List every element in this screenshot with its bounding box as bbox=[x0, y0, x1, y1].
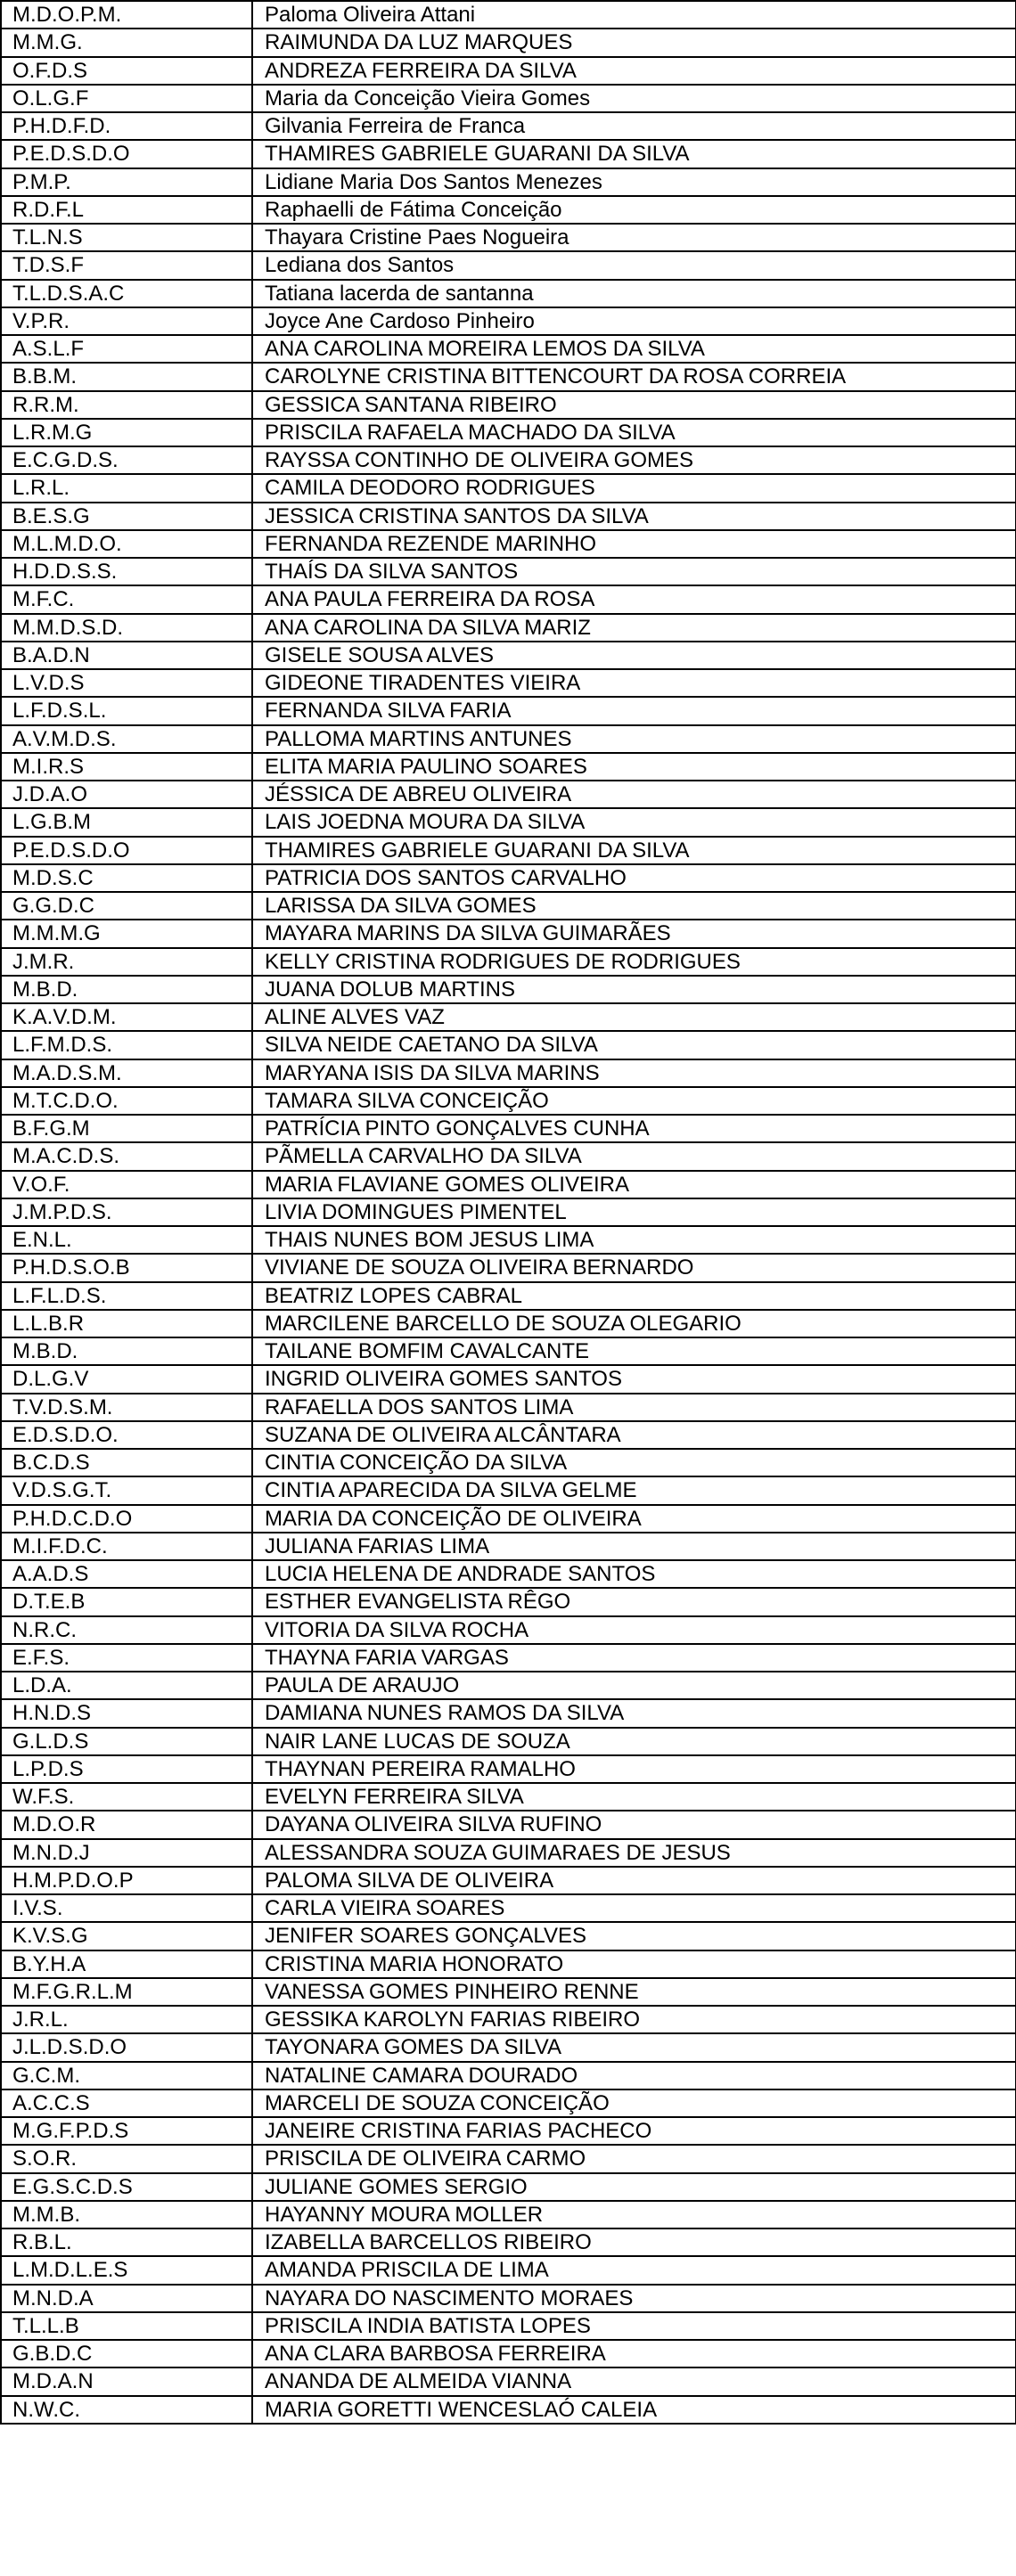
table-row bbox=[1, 1560, 1016, 1588]
initials-cell: M.D.O.P.M. bbox=[1, 1, 252, 29]
name-cell: FERNANDA SILVA FARIA bbox=[252, 697, 1016, 724]
initials-cell: A.C.C.S bbox=[1, 2089, 252, 2117]
name-cell: PRISCILA INDIA BATISTA LOPES bbox=[252, 2312, 1016, 2340]
table-row bbox=[1, 1699, 1016, 1727]
name-cell: MARIA FLAVIANE GOMES OLIVEIRA bbox=[252, 1171, 1016, 1198]
table-row bbox=[1, 920, 1016, 947]
name-cell: Joyce Ane Cardoso Pinheiro bbox=[252, 307, 1016, 335]
initials-cell: B.F.G.M bbox=[1, 1115, 252, 1142]
name-cell: DAMIANA NUNES RAMOS DA SILVA bbox=[252, 1699, 1016, 1727]
initials-cell: L.R.L. bbox=[1, 474, 252, 502]
table-row bbox=[1, 1142, 1016, 1170]
initials-cell: M.I.F.D.C. bbox=[1, 1533, 252, 1560]
table-row bbox=[1, 168, 1016, 196]
name-cell: PALLOMA MARTINS ANTUNES bbox=[252, 725, 1016, 753]
name-cell: THAMIRES GABRIELE GUARANI DA SILVA bbox=[252, 837, 1016, 864]
initials-cell: O.F.D.S bbox=[1, 57, 252, 85]
name-cell: JANEIRE CRISTINA FARIAS PACHECO bbox=[252, 2117, 1016, 2145]
initials-cell: M.M.D.S.D. bbox=[1, 614, 252, 642]
initials-cell: M.F.G.R.L.M bbox=[1, 1978, 252, 2006]
initials-cell: G.C.M. bbox=[1, 2062, 252, 2089]
initials-cell: R.R.M. bbox=[1, 391, 252, 419]
name-cell: PÃMELLA CARVALHO DA SILVA bbox=[252, 1142, 1016, 1170]
table-row bbox=[1, 196, 1016, 224]
table-row bbox=[1, 2145, 1016, 2172]
table-row bbox=[1, 1894, 1016, 1922]
initials-cell: M.I.R.S bbox=[1, 753, 252, 781]
initials-cell: L.M.D.L.E.S bbox=[1, 2256, 252, 2284]
table-row bbox=[1, 419, 1016, 446]
table-row bbox=[1, 112, 1016, 140]
table-row bbox=[1, 1282, 1016, 1310]
table-row bbox=[1, 837, 1016, 864]
name-cell: VANESSA GOMES PINHEIRO RENNE bbox=[252, 1978, 1016, 2006]
table-row bbox=[1, 1922, 1016, 1950]
initials-cell: H.M.P.D.O.P bbox=[1, 1867, 252, 1894]
table-row bbox=[1, 669, 1016, 697]
initials-cell: G.L.D.S bbox=[1, 1728, 252, 1755]
name-cell: PAULA DE ARAUJO bbox=[252, 1672, 1016, 1699]
initials-cell: K.V.S.G bbox=[1, 1922, 252, 1950]
name-cell: IZABELLA BARCELLOS RIBEIRO bbox=[252, 2228, 1016, 2256]
table-row bbox=[1, 1978, 1016, 2006]
initials-cell: B.B.M. bbox=[1, 363, 252, 390]
table-row bbox=[1, 1588, 1016, 1615]
name-cell: TAILANE BOMFIM CAVALCANTE bbox=[252, 1337, 1016, 1365]
initials-cell: T.L.N.S bbox=[1, 224, 252, 251]
name-cell: TAYONARA GOMES DA SILVA bbox=[252, 2033, 1016, 2061]
name-cell: DAYANA OLIVEIRA SILVA RUFINO bbox=[252, 1811, 1016, 1838]
initials-cell: L.V.D.S bbox=[1, 669, 252, 697]
table-row bbox=[1, 2006, 1016, 2033]
initials-cell: V.D.S.G.T. bbox=[1, 1476, 252, 1504]
name-cell: THAIS NUNES BOM JESUS LIMA bbox=[252, 1226, 1016, 1254]
table-row bbox=[1, 1394, 1016, 1421]
name-cell: ANA PAULA FERREIRA DA ROSA bbox=[252, 585, 1016, 613]
table-row bbox=[1, 614, 1016, 642]
initials-cell: M.M.M.G bbox=[1, 920, 252, 947]
initials-cell: I.V.S. bbox=[1, 1894, 252, 1922]
table-row bbox=[1, 1755, 1016, 1783]
name-cell: NAYARA DO NASCIMENTO MORAES bbox=[252, 2285, 1016, 2312]
table-row bbox=[1, 725, 1016, 753]
name-cell: ALINE ALVES VAZ bbox=[252, 1003, 1016, 1031]
table-row bbox=[1, 1, 1016, 29]
initials-cell: M.G.F.P.D.S bbox=[1, 2117, 252, 2145]
initials-cell: N.R.C. bbox=[1, 1616, 252, 1644]
name-cell: CINTIA CONCEIÇÃO DA SILVA bbox=[252, 1449, 1016, 1476]
initials-cell: N.W.C. bbox=[1, 2396, 252, 2424]
name-cell: ESTHER EVANGELISTA RÊGO bbox=[252, 1588, 1016, 1615]
table-row bbox=[1, 1031, 1016, 1059]
name-cell: GIDEONE TIRADENTES VIEIRA bbox=[252, 669, 1016, 697]
table-row bbox=[1, 2033, 1016, 2061]
name-cell: Tatiana lacerda de santanna bbox=[252, 280, 1016, 307]
initials-cell: T.D.S.F bbox=[1, 251, 252, 279]
initials-cell: L.P.D.S bbox=[1, 1755, 252, 1783]
table-row bbox=[1, 1533, 1016, 1560]
name-cell: Gilvania Ferreira de Franca bbox=[252, 112, 1016, 140]
initials-cell: M.D.S.C bbox=[1, 864, 252, 892]
name-cell: MAYARA MARINS DA SILVA GUIMARÃES bbox=[252, 920, 1016, 947]
initials-cell: M.F.C. bbox=[1, 585, 252, 613]
initials-cell: B.E.S.G bbox=[1, 503, 252, 530]
name-cell: Maria da Conceição Vieira Gomes bbox=[252, 85, 1016, 112]
name-cell: MARCILENE BARCELLO DE SOUZA OLEGARIO bbox=[252, 1310, 1016, 1337]
name-cell: ANDREZA FERREIRA DA SILVA bbox=[252, 57, 1016, 85]
initials-cell: A.V.M.D.S. bbox=[1, 725, 252, 753]
name-cell: JÉSSICA DE ABREU OLIVEIRA bbox=[252, 781, 1016, 808]
name-cell: EVELYN FERREIRA SILVA bbox=[252, 1783, 1016, 1811]
name-cell: LUCIA HELENA DE ANDRADE SANTOS bbox=[252, 1560, 1016, 1588]
name-cell: JULIANE GOMES SERGIO bbox=[252, 2173, 1016, 2201]
table-row bbox=[1, 1476, 1016, 1504]
initials-cell: M.D.A.N bbox=[1, 2367, 252, 2395]
initials-cell: O.L.G.F bbox=[1, 85, 252, 112]
initials-cell: G.G.D.C bbox=[1, 892, 252, 920]
table-row bbox=[1, 335, 1016, 363]
table-row bbox=[1, 307, 1016, 335]
initials-cell: E.N.L. bbox=[1, 1226, 252, 1254]
initials-cell: B.Y.H.A bbox=[1, 1950, 252, 1978]
name-cell: PALOMA SILVA DE OLIVEIRA bbox=[252, 1867, 1016, 1894]
table-row bbox=[1, 1087, 1016, 1115]
initials-cell: L.R.M.G bbox=[1, 419, 252, 446]
initials-cell: T.L.L.B bbox=[1, 2312, 252, 2340]
table-row bbox=[1, 1198, 1016, 1226]
table-row bbox=[1, 224, 1016, 251]
name-cell: Paloma Oliveira Attani bbox=[252, 1, 1016, 29]
name-cell: Thayara Cristine Paes Nogueira bbox=[252, 224, 1016, 251]
table-row bbox=[1, 1616, 1016, 1644]
table-row bbox=[1, 1505, 1016, 1533]
name-cell: CARLA VIEIRA SOARES bbox=[252, 1894, 1016, 1922]
name-cell: NAIR LANE LUCAS DE SOUZA bbox=[252, 1728, 1016, 1755]
names-table-body bbox=[1, 1, 1016, 2424]
name-cell: RAIMUNDA DA LUZ MARQUES bbox=[252, 29, 1016, 56]
name-cell: JESSICA CRISTINA SANTOS DA SILVA bbox=[252, 503, 1016, 530]
initials-cell: T.V.D.S.M. bbox=[1, 1394, 252, 1421]
initials-cell: L.L.B.R bbox=[1, 1310, 252, 1337]
table-row bbox=[1, 2173, 1016, 2201]
initials-cell: P.E.D.S.D.O bbox=[1, 140, 252, 168]
initials-cell: R.D.F.L bbox=[1, 196, 252, 224]
name-cell: THAMIRES GABRIELE GUARANI DA SILVA bbox=[252, 140, 1016, 168]
name-cell: THAYNA FARIA VARGAS bbox=[252, 1644, 1016, 1672]
table-row bbox=[1, 85, 1016, 112]
table-row bbox=[1, 57, 1016, 85]
initials-cell: L.F.L.D.S. bbox=[1, 1282, 252, 1310]
name-cell: HAYANNY MOURA MOLLER bbox=[252, 2201, 1016, 2228]
table-row bbox=[1, 1950, 1016, 1978]
table-row bbox=[1, 781, 1016, 808]
name-cell: ANANDA DE ALMEIDA VIANNA bbox=[252, 2367, 1016, 2395]
initials-cell: T.L.D.S.A.C bbox=[1, 280, 252, 307]
initials-cell: M.M.G. bbox=[1, 29, 252, 56]
name-cell: GESSIKA KAROLYN FARIAS RIBEIRO bbox=[252, 2006, 1016, 2033]
initials-cell: E.D.S.D.O. bbox=[1, 1421, 252, 1449]
initials-cell: M.B.D. bbox=[1, 976, 252, 1003]
initials-cell: L.F.D.S.L. bbox=[1, 697, 252, 724]
table-row bbox=[1, 697, 1016, 724]
name-cell: Lidiane Maria Dos Santos Menezes bbox=[252, 168, 1016, 196]
table-row bbox=[1, 585, 1016, 613]
initials-cell: H.D.D.S.S. bbox=[1, 558, 252, 585]
name-cell: ALESSANDRA SOUZA GUIMARAES DE JESUS bbox=[252, 1839, 1016, 1867]
table-row bbox=[1, 976, 1016, 1003]
table-row bbox=[1, 474, 1016, 502]
table-row bbox=[1, 2312, 1016, 2340]
initials-cell: E.C.G.D.S. bbox=[1, 446, 252, 474]
table-row bbox=[1, 2089, 1016, 2117]
table-row bbox=[1, 2062, 1016, 2089]
table-row bbox=[1, 753, 1016, 781]
table-row bbox=[1, 2117, 1016, 2145]
initials-cell: M.L.M.D.O. bbox=[1, 530, 252, 558]
table-row bbox=[1, 1337, 1016, 1365]
initials-cell: L.D.A. bbox=[1, 1672, 252, 1699]
table-row bbox=[1, 1310, 1016, 1337]
initials-cell: B.A.D.N bbox=[1, 642, 252, 669]
table-row bbox=[1, 1421, 1016, 1449]
initials-cell: P.H.D.C.D.O bbox=[1, 1505, 252, 1533]
table-row bbox=[1, 2228, 1016, 2256]
name-cell: MARIA DA CONCEIÇÃO DE OLIVEIRA bbox=[252, 1505, 1016, 1533]
name-cell: SILVA NEIDE CAETANO DA SILVA bbox=[252, 1031, 1016, 1059]
initials-cell: J.R.L. bbox=[1, 2006, 252, 2033]
table-row bbox=[1, 251, 1016, 279]
initials-cell: K.A.V.D.M. bbox=[1, 1003, 252, 1031]
initials-cell: R.B.L. bbox=[1, 2228, 252, 2256]
table-row bbox=[1, 1059, 1016, 1087]
table-row bbox=[1, 29, 1016, 56]
table-row bbox=[1, 363, 1016, 390]
table-row bbox=[1, 391, 1016, 419]
table-row bbox=[1, 864, 1016, 892]
name-cell: LAIS JOEDNA MOURA DA SILVA bbox=[252, 808, 1016, 836]
table-row bbox=[1, 2256, 1016, 2284]
name-cell: LIVIA DOMINGUES PIMENTEL bbox=[252, 1198, 1016, 1226]
initials-cell: E.F.S. bbox=[1, 1644, 252, 1672]
initials-cell: E.G.S.C.D.S bbox=[1, 2173, 252, 2201]
table-row bbox=[1, 2201, 1016, 2228]
name-cell: JUANA DOLUB MARTINS bbox=[252, 976, 1016, 1003]
table-row bbox=[1, 1115, 1016, 1142]
name-cell: BEATRIZ LOPES CABRAL bbox=[252, 1282, 1016, 1310]
initials-cell: J.L.D.S.D.O bbox=[1, 2033, 252, 2061]
initials-cell: A.S.L.F bbox=[1, 335, 252, 363]
name-cell: VIVIANE DE SOUZA OLIVEIRA BERNARDO bbox=[252, 1254, 1016, 1281]
table-row bbox=[1, 2367, 1016, 2395]
name-cell: PRISCILA DE OLIVEIRA CARMO bbox=[252, 2145, 1016, 2172]
table-row bbox=[1, 558, 1016, 585]
name-cell: CAMILA DEODORO RODRIGUES bbox=[252, 474, 1016, 502]
initials-cell: M.N.D.J bbox=[1, 1839, 252, 1867]
name-cell: KELLY CRISTINA RODRIGUES DE RODRIGUES bbox=[252, 948, 1016, 976]
name-cell: THAYNAN PEREIRA RAMALHO bbox=[252, 1755, 1016, 1783]
name-cell: VITORIA DA SILVA ROCHA bbox=[252, 1616, 1016, 1644]
table-row bbox=[1, 1254, 1016, 1281]
table-row bbox=[1, 1365, 1016, 1393]
initials-cell: M.M.B. bbox=[1, 2201, 252, 2228]
initials-cell: P.M.P. bbox=[1, 168, 252, 196]
table-row bbox=[1, 140, 1016, 168]
name-cell: Lediana dos Santos bbox=[252, 251, 1016, 279]
name-cell: PATRICIA DOS SANTOS CARVALHO bbox=[252, 864, 1016, 892]
initials-cell: B.C.D.S bbox=[1, 1449, 252, 1476]
name-cell: TAMARA SILVA CONCEIÇÃO bbox=[252, 1087, 1016, 1115]
table-row bbox=[1, 1728, 1016, 1755]
table-row bbox=[1, 530, 1016, 558]
name-cell: PATRÍCIA PINTO GONÇALVES CUNHA bbox=[252, 1115, 1016, 1142]
initials-cell: P.H.D.S.O.B bbox=[1, 1254, 252, 1281]
initials-cell: D.L.G.V bbox=[1, 1365, 252, 1393]
initials-cell: V.P.R. bbox=[1, 307, 252, 335]
table-row bbox=[1, 1003, 1016, 1031]
initials-cell: P.H.D.F.D. bbox=[1, 112, 252, 140]
initials-cell: L.F.M.D.S. bbox=[1, 1031, 252, 1059]
initials-cell: A.A.D.S bbox=[1, 1560, 252, 1588]
initials-cell: J.M.R. bbox=[1, 948, 252, 976]
name-cell: MARYANA ISIS DA SILVA MARINS bbox=[252, 1059, 1016, 1087]
name-cell: JENIFER SOARES GONÇALVES bbox=[252, 1922, 1016, 1950]
name-cell: ANA CAROLINA DA SILVA MARIZ bbox=[252, 614, 1016, 642]
name-cell: INGRID OLIVEIRA GOMES SANTOS bbox=[252, 1365, 1016, 1393]
table-row bbox=[1, 1449, 1016, 1476]
table-row bbox=[1, 446, 1016, 474]
name-cell: ANA CLARA BARBOSA FERREIRA bbox=[252, 2340, 1016, 2367]
table-row bbox=[1, 1171, 1016, 1198]
name-cell: SUZANA DE OLIVEIRA ALCÂNTARA bbox=[252, 1421, 1016, 1449]
name-cell: PRISCILA RAFAELA MACHADO DA SILVA bbox=[252, 419, 1016, 446]
name-cell: GESSICA SANTANA RIBEIRO bbox=[252, 391, 1016, 419]
table-row bbox=[1, 1839, 1016, 1867]
name-cell: JULIANA FARIAS LIMA bbox=[252, 1533, 1016, 1560]
name-cell: CINTIA APARECIDA DA SILVA GELME bbox=[252, 1476, 1016, 1504]
initials-cell: M.D.O.R bbox=[1, 1811, 252, 1838]
table-row bbox=[1, 2396, 1016, 2424]
name-cell: AMANDA PRISCILA DE LIMA bbox=[252, 2256, 1016, 2284]
table-row bbox=[1, 1644, 1016, 1672]
initials-cell: J.M.P.D.S. bbox=[1, 1198, 252, 1226]
name-cell: MARIA GORETTI WENCESLAÓ CALEIA bbox=[252, 2396, 1016, 2424]
name-cell: MARCELI DE SOUZA CONCEIÇÃO bbox=[252, 2089, 1016, 2117]
name-cell: NATALINE CAMARA DOURADO bbox=[252, 2062, 1016, 2089]
initials-cell: M.A.D.S.M. bbox=[1, 1059, 252, 1087]
initials-cell: G.B.D.C bbox=[1, 2340, 252, 2367]
initials-cell: D.T.E.B bbox=[1, 1588, 252, 1615]
table-row bbox=[1, 948, 1016, 976]
initials-cell: J.D.A.O bbox=[1, 781, 252, 808]
name-cell: FERNANDA REZENDE MARINHO bbox=[252, 530, 1016, 558]
initials-cell: M.N.D.A bbox=[1, 2285, 252, 2312]
name-cell: LARISSA DA SILVA GOMES bbox=[252, 892, 1016, 920]
table-row bbox=[1, 892, 1016, 920]
table-row bbox=[1, 2285, 1016, 2312]
name-cell: CAROLYNE CRISTINA BITTENCOURT DA ROSA CORREIA bbox=[252, 363, 1016, 390]
name-cell: ANA CAROLINA MOREIRA LEMOS DA SILVA bbox=[252, 335, 1016, 363]
table-row bbox=[1, 503, 1016, 530]
table-row bbox=[1, 1226, 1016, 1254]
initials-cell: P.E.D.S.D.O bbox=[1, 837, 252, 864]
name-cell: RAFAELLA DOS SANTOS LIMA bbox=[252, 1394, 1016, 1421]
name-cell: CRISTINA MARIA HONORATO bbox=[252, 1950, 1016, 1978]
name-cell: THAÍS DA SILVA SANTOS bbox=[252, 558, 1016, 585]
name-cell: RAYSSA CONTINHO DE OLIVEIRA GOMES bbox=[252, 446, 1016, 474]
name-cell: GISELE SOUSA ALVES bbox=[252, 642, 1016, 669]
initials-cell: W.F.S. bbox=[1, 1783, 252, 1811]
table-row bbox=[1, 1867, 1016, 1894]
table-row bbox=[1, 808, 1016, 836]
table-row bbox=[1, 642, 1016, 669]
initials-cell: V.O.F. bbox=[1, 1171, 252, 1198]
table-row bbox=[1, 1783, 1016, 1811]
initials-cell: M.A.C.D.S. bbox=[1, 1142, 252, 1170]
table-row bbox=[1, 1811, 1016, 1838]
name-cell: Raphaelli de Fátima Conceição bbox=[252, 196, 1016, 224]
initials-cell: M.B.D. bbox=[1, 1337, 252, 1365]
initials-cell: H.N.D.S bbox=[1, 1699, 252, 1727]
initials-cell: M.T.C.D.O. bbox=[1, 1087, 252, 1115]
table-row bbox=[1, 2340, 1016, 2367]
table-row bbox=[1, 280, 1016, 307]
table-row bbox=[1, 1672, 1016, 1699]
name-cell: ELITA MARIA PAULINO SOARES bbox=[252, 753, 1016, 781]
initials-cell: L.G.B.M bbox=[1, 808, 252, 836]
initials-cell: S.O.R. bbox=[1, 2145, 252, 2172]
